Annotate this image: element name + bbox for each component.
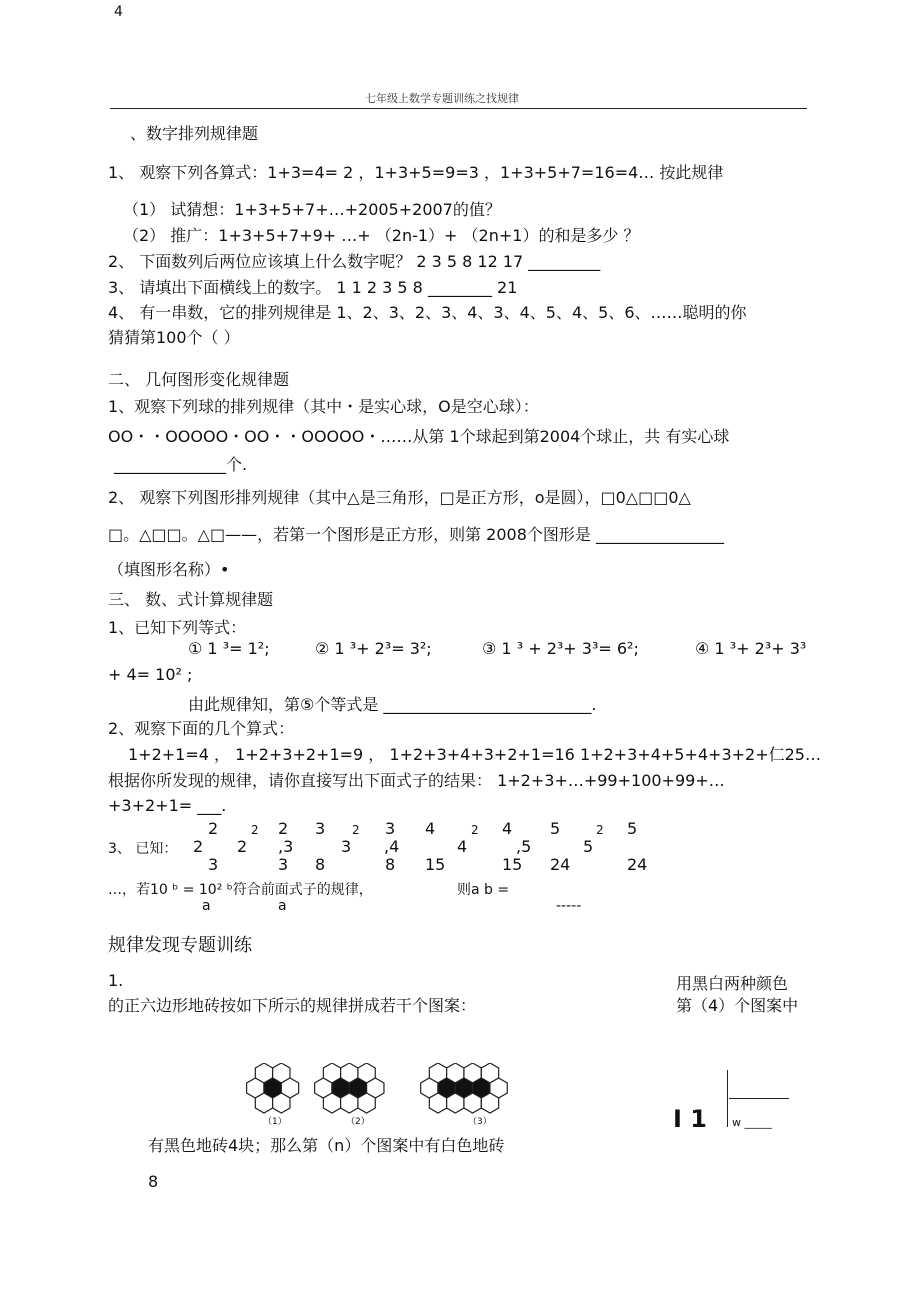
q3-bot-4: 15	[425, 855, 446, 874]
q3-top-4: 2	[352, 823, 360, 837]
page-bottom-number: 8	[148, 1172, 159, 1191]
q3-top-7: 2	[471, 823, 479, 837]
hex-caption-2: （2）	[346, 1117, 370, 1127]
s1-q1: 1、 观察下列各算式：1+3=4= 2 ，1+3+5=9=3 ，1+3+5+7=16=4… 按此规律	[108, 163, 724, 182]
q3-top-11: 5	[627, 819, 638, 838]
s2-q2a: 2、 观察下列图形排列规律（其中△是三角形，□是正方形，o是圆），□0△□□0△	[108, 488, 691, 507]
q3-mid-3: 3	[341, 837, 352, 856]
s2-q2b: □。△□□。△□——，若第一个图形是正方形，则第 2008个图形是 ________________	[108, 525, 724, 544]
s3-q2: 2、观察下面的几个算式：	[108, 719, 295, 738]
hex-caption-1: （1）	[263, 1117, 287, 1127]
q3-mid-0: 2	[193, 837, 204, 856]
s3-q3-a2: a	[278, 898, 287, 914]
s1-q3: 3、 请填出下面横线上的数字。 1 1 2 3 5 8 ________ 21	[108, 278, 518, 297]
s1-q1b: （2） 推广：1+3+5+7+9+ …+ （2n-1）+ （2n+1）的和是多少 ？	[123, 226, 640, 245]
q3-top-1: 2	[251, 823, 259, 837]
q3-mid-6: ,5	[516, 837, 532, 856]
q3-mid-7: 5	[583, 837, 594, 856]
s3-q2seq: 1+2+1=4 ， 1+2+3+2+1=9 ， 1+2+3+4+3+2+1=16 1+2+3+4+5+4+3+2+仁25…	[128, 745, 821, 764]
q3-bot-5: 15	[502, 855, 523, 874]
section2-title: 二、 几何图形变化规律题	[108, 370, 290, 389]
hex-pattern-2	[315, 1063, 384, 1113]
hex-pattern-1	[247, 1063, 299, 1113]
s2-q2c: （填图形名称）•	[108, 560, 230, 579]
q3-top-3: 3	[315, 819, 326, 838]
q3-mid-4: ,4	[384, 837, 400, 856]
s3-q3-a1: a	[202, 898, 211, 914]
s4-q1-num: 1.	[108, 971, 124, 990]
s3-q3-dash: -----	[556, 898, 582, 914]
q3-bot-2: 8	[315, 855, 326, 874]
s4-q1-end: 有黑色地砖4块；那么第（n）个图案中有白色地砖	[148, 1136, 505, 1155]
right-vertical-line	[727, 1070, 728, 1127]
hex-caption-3: （3）	[468, 1117, 492, 1127]
q3-mid-1: 2	[237, 837, 248, 856]
section3-title: 三、 数、式计算规律题	[108, 590, 274, 609]
header-rule	[110, 108, 807, 109]
q3-mid-5: 4	[457, 837, 468, 856]
q3-top-9: 5	[550, 819, 561, 838]
q3-bot-7: 24	[627, 855, 648, 874]
page-top-number: 4	[114, 4, 123, 20]
s3-eq3: ③ 1 ³ + 2³+ 3³= 6²;	[482, 639, 639, 658]
bar-marks: I 1	[673, 1105, 707, 1133]
q3-top-2: 2	[278, 819, 289, 838]
s3-q1: 1、已知下列等式：	[108, 618, 247, 637]
q3-bot-3: 8	[385, 855, 396, 874]
s3-q3-then: 则a b =	[457, 882, 510, 898]
page-header: 七年级上数学专题训练之找规律	[365, 92, 519, 105]
s3-q3-label: 3、 已知：	[108, 841, 178, 857]
s3-eq1: ① 1 ³= 1²;	[188, 639, 270, 658]
w-label: w _____	[732, 1116, 772, 1129]
q3-top-10: 2	[596, 823, 604, 837]
s3-eq4: ④ 1 ³+ 2³+ 3³	[695, 639, 807, 658]
s1-q2: 2、 下面数列后两位应该填上什么数字呢？ 2 3 5 8 12 17 _________	[108, 252, 601, 271]
q3-top-5: 3	[385, 819, 396, 838]
s3-q1c: 由此规律知，第⑤个等式是 __________________________.	[188, 695, 597, 714]
s3-q2c: +3+2+1= ___.	[108, 796, 227, 815]
hex-pattern-3	[421, 1063, 508, 1113]
s1-q4b: 猜猜第100个（ ）	[108, 328, 240, 347]
s2-q1seq: OO・・OOOOO・OO・・OOOOO・……从第 1个球起到第2004个球止，共 有实心球	[108, 427, 730, 446]
s1-q4a: 4、 有一串数，它的排列规律是 1、2、3、2、3、4、3、4、5、4、5、6、……聪明的你	[108, 303, 747, 322]
q3-top-6: 4	[425, 819, 436, 838]
section4-title: 规律发现专题训练	[108, 935, 252, 956]
s2-q1: 1、观察下列球的排列规律（其中・是实心球，O是空心球）：	[108, 397, 539, 416]
right-horizontal-line	[729, 1098, 789, 1099]
q3-top-8: 4	[502, 819, 513, 838]
s3-eq4b: + 4= 10² ;	[108, 665, 193, 684]
s2-q1blank: ______________个.	[114, 455, 248, 474]
q3-bot-6: 24	[550, 855, 571, 874]
q3-top-0: 2	[208, 819, 219, 838]
q3-mid-2: ,3	[278, 837, 294, 856]
s3-q3-line: …，若10 ᵇ = 10² ᵇ符合前面式子的规律，	[108, 882, 373, 898]
s3-q2b: 根据你所发现的规律，请你直接写出下面式子的结果： 1+2+3+…+99+100+99+…	[108, 771, 725, 790]
s1-q1a: （1） 试猜想：1+3+5+7+…+2005+2007的值？	[123, 200, 501, 219]
s3-eq2: ② 1 ³+ 2³= 3²;	[315, 639, 432, 658]
s4-q1-right1: 用黑白两种颜色	[676, 974, 789, 993]
q3-bot-0: 3	[208, 855, 219, 874]
s4-q1-right2: 第（4）个图案中	[676, 996, 799, 1015]
q3-bot-1: 3	[278, 855, 289, 874]
section1-title: 、数字排列规律题	[130, 124, 259, 143]
s4-q1-left: 的正六边形地砖按如下所示的规律拼成若干个图案：	[108, 996, 477, 1015]
